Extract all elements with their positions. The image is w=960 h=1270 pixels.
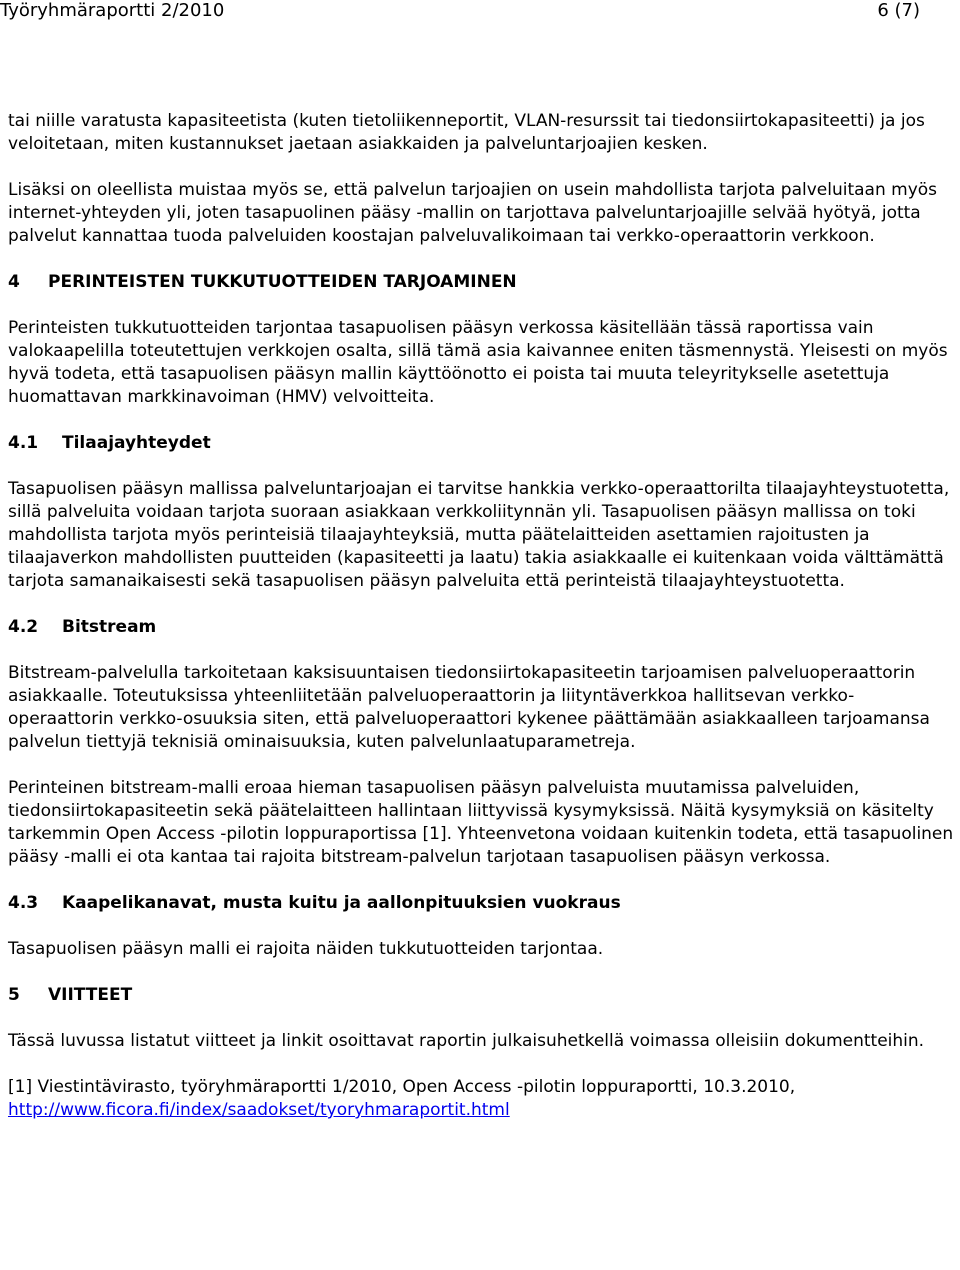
section-title: Bitstream (62, 617, 157, 637)
paragraph: Tässä luvussa listatut viitteet ja linkit osoittavat raportin julkaisuhetkellä voimassa olleisiin dokumentteihin. (8, 1031, 925, 1051)
paragraph: Tasapuolisen pääsyn mallissa palveluntarjoajan ei tarvitse hankkia verkko-operaattorilta tilaajayhteystuotetta, sillä palveluita voidaan tarjota suoraan asiakkaan verkkoliitynnän yli. Tasapuolisen pääsyn mallissa on toki mahdollista tarjota myös perinteisiä tilaajayhteyksiä, mutta päätelaitteiden asettamien rajoitusten ja tilaajaverkon mahdollisten puutteiden (kapasiteetti ja laatu) takia asiakkaalle ei kuitenkaan voida välttämättä tarjota samanaikaisesti sekä tasapuolisen pääsyn palveluita että perinteistä tilaajayhteystuotetta. (8, 479, 950, 591)
section-heading-4-2 (8, 616, 958, 639)
section-heading-4 (8, 271, 958, 294)
paragraph: Perinteinen bitstream-malli eroaa hieman tasapuolisen pääsyn palveluista muutamissa palveluiden, tiedonsiirtokapasiteetin sekä päätelaitteen hallintaan liittyvissä kysymyksissä. Näitä kysymyksiä on käsitelty tarkemmin Open Access -pilotin loppuraportissa [1]. Yhteenvetona voidaan kuitenkin todeta, että tasapuolinen pääsy -malli ei ota kantaa tai rajoita bitstream-palvelun tarjotaan tasapuolisen pääsyn verkossa. (8, 778, 954, 867)
paragraph: Tasapuolisen pääsyn malli ei rajoita näiden tukkutuotteiden tarjontaa. (8, 939, 604, 959)
paragraph: tai niille varatusta kapasiteetista (kuten tietoliikenneportit, VLAN-resurssit tai tiedonsiirtokapasiteetti) ja jos veloitetaan, miten kustannukset jaetaan asiakkaiden ja palveluntarjoajien kesken. (8, 111, 925, 154)
reference-link[interactable]: http://www.ficora.fi/index/saadokset/tyoryhmaraportit.html (8, 1100, 510, 1120)
section-heading-4-1 (8, 432, 958, 455)
section-title: Tilaajayhteydet (62, 433, 211, 453)
reference-text: [1] Viestintävirasto, työryhmäraportti 1/2010, Open Access -pilotin loppuraportti, 10.3.2010, (8, 1077, 796, 1097)
document-body (8, 110, 958, 1122)
section-number: 4.3 (8, 893, 39, 913)
paragraph: Lisäksi on oleellista muistaa myös se, että palvelun tarjoajien on usein mahdollista tarjota palveluitaan myös internet-yhteyden yli, joten tasapuolinen pääsy -mallin on tarjottava palveluntarjoajille selvää hyötyä, jotta palvelut kannattaa tuoda palveluiden koostajan palveluvalikoimaan tai verkko-operaattorin verkkoon. (8, 180, 938, 246)
section-number: 5 (8, 985, 20, 1005)
page-number: 6 (7) (877, 0, 920, 21)
section-heading-4-3 (8, 892, 958, 915)
section-number: 4.2 (8, 617, 39, 637)
section-number: 4 (8, 272, 20, 292)
reference-item (8, 1076, 958, 1122)
page-header (0, 0, 960, 24)
section-title: VIITTEET (48, 985, 133, 1005)
document-title: Työryhmäraportti 2/2010 (0, 0, 225, 21)
section-title: Kaapelikanavat, musta kuitu ja aallonpituuksien vuokraus (62, 893, 621, 913)
paragraph: Perinteisten tukkutuotteiden tarjontaa tasapuolisen pääsyn verkossa käsitellään tässä raportissa vain valokaapelilla toteutettujen verkkojen osalta, sillä tämä asia kaivannee eniten täsmennystä. Yleisesti on myös hyvä todeta, että tasapuolisen pääsyn mallin käyttöönotto ei poista tai muuta teleyritykselle asetettuja huomattavan markkinavoiman (HMV) velvoitteita. (8, 318, 948, 407)
section-heading-5 (8, 984, 958, 1007)
section-title: PERINTEISTEN TUKKUTUOTTEIDEN TARJOAMINEN (48, 272, 517, 292)
section-number: 4.1 (8, 433, 39, 453)
paragraph: Bitstream-palvelulla tarkoitetaan kaksisuuntaisen tiedonsiirtokapasiteetin tarjoamisen palveluoperaattorin asiakkaalle. Toteutuksissa yhteenliitetään palveluoperaattorin ja liityntäverkkoa hallitsevan verkko-operaattorin verkko-osuuksia siten, että palveluoperaattori kykenee päättämään asiakkaalleen tarjoamansa palvelun tiettyjä teknisiä ominaisuuksia, kuten palvelunlaatuparametreja. (8, 663, 930, 752)
